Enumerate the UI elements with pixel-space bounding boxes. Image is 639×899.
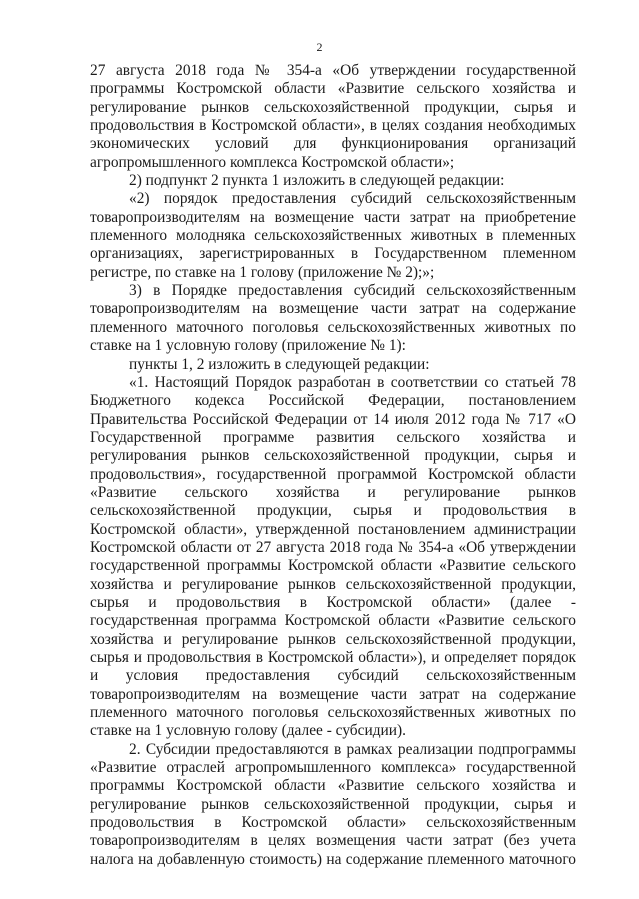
paragraph-quote-item-2: «2) порядок предоставления субсидий сельскохозяйственным товаропроизводителям на возмещение части затрат на приобретение племенного молодняка сельскохозяйственных животных в племенных организациях, зарегистрированных в Государственном племенном регистре, по ставке на 1 голову (приложение № 2);»; (90, 190, 576, 281)
paragraph-item-3: 3) в Порядке предоставления субсидий сельскохозяйственным товаропроизводителям на возмещение части затрат на содержание племенного маточного поголовья сельскохозяйственных животных по ставке на 1 условную голову (приложение № 1): (90, 282, 576, 355)
paragraph-point-1: «1. Настоящий Порядок разработан в соответствии со статьей 78 Бюджетного кодекса Российской Федерации, постановлением Правительства Российской Федерации от 14 июля 2012 года № 717 «О Государственной программе развития сельского хозяйства и регулирования рынков сельскохозяйственной продукции, сырья и продовольствия», государственной программой Костромской области «Развитие сельского хозяйства и регулирование рынков сельскохозяйственной продукции, сырья и продовольствия в Костромской области», утвержденной постановлением администрации Костромской области от 27 августа 2018 года № 354-а «Об утверждении государственной программы Костромской области «Развитие сельского хозяйства и регулирование рынков сельскохозяйственной продукции, сырья и продовольствия в Костромской области» (далее - государственная программа Костромской области «Развитие сельского хозяйства и регулирование рынков сельскохозяйственной продукции, сырья и продовольствия в Костромской области»), и определяет порядок и условия предоставления субсидий сельскохозяйственным товаропроизводителям на возмещение части затрат на содержание племенного маточного поголовья сельскохозяйственных животных по ставке на 1 условную голову (далее - субсидии). (90, 373, 576, 740)
paragraph-point-2: 2. Субсидии предоставляются в рамках реализации подпрограммы «Развитие отраслей агропромышленного комплекса» государственной программы Костромской области «Развитие сельского хозяйства и регулирование рынков сельскохозяйственной продукции, сырья и продовольствия в Костромской области» сельскохозяйственным товаропроизводителям в целях возмещения части затрат (без учета налога на добавленную стоимость) на содержание племенного маточного (90, 740, 576, 868)
paragraph-item-2: 2) подпункт 2 пункта 1 изложить в следующей редакции: (129, 172, 505, 190)
document-body (90, 62, 576, 869)
paragraph-points-intro: пункты 1, 2 изложить в следующей редакции: (129, 355, 430, 373)
paragraph-continuation: 27 августа 2018 года № 354-а «Об утверждении государственной программы Костромской области «Развитие сельского хозяйства и регулирование рынков сельскохозяйственной продукции, сырья и продовольствия в Костромской области», в целях создания необходимых экономических условий для функционирования организаций агропромышленного комплекса Костромской области»; (90, 62, 576, 171)
page-number: 2 (316, 40, 323, 54)
